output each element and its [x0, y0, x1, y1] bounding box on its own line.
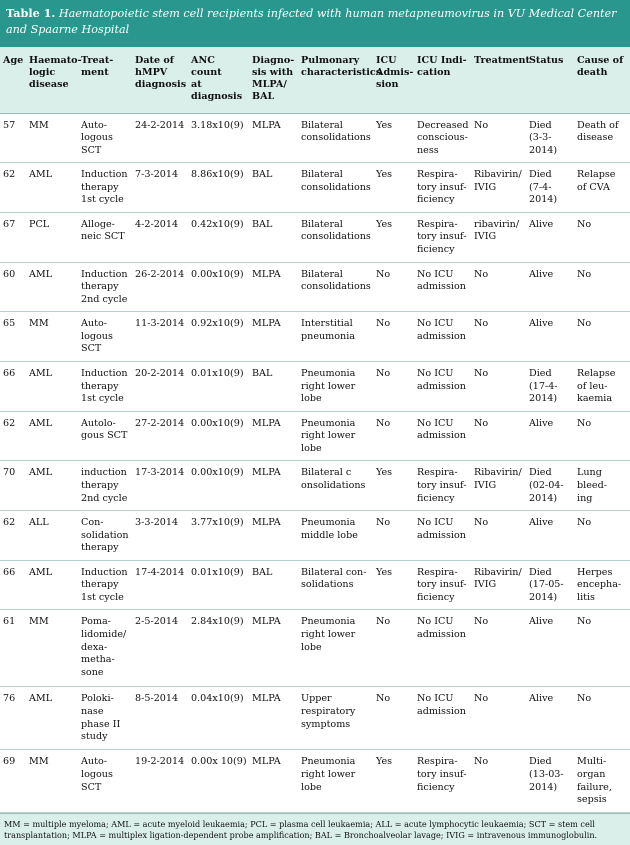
- cell-disease: AML: [26, 461, 78, 511]
- cell-age: 66: [0, 560, 26, 610]
- cell-therapy: No: [471, 750, 526, 813]
- cell-pulmonary: Bilateral consolidations: [298, 113, 373, 163]
- cell-anc: 0.00x10(9): [188, 411, 249, 461]
- cell-icu-indication: No ICU admission: [414, 361, 471, 411]
- cell-anc: 3.77x10(9): [188, 511, 249, 561]
- table-row: [0, 113, 630, 163]
- table-body: [0, 113, 630, 813]
- cell-date: 20-2-2014: [132, 361, 188, 411]
- cell-icu-indication: Decreased conscious- ness: [414, 113, 471, 163]
- cell-date: 24-2-2014: [132, 113, 188, 163]
- table-number: Table 1.: [6, 6, 56, 20]
- cell-pulmonary: Bilateral consolidations: [298, 163, 373, 213]
- cell-treatment: Auto- logous SCT: [78, 312, 132, 362]
- table-row: [0, 312, 630, 362]
- cell-status: Alive: [526, 212, 574, 262]
- cell-cause: No: [574, 262, 630, 312]
- cell-age: 60: [0, 262, 26, 312]
- header-cause: Cause of death: [574, 47, 630, 113]
- cell-anc: 0.01x10(9): [188, 361, 249, 411]
- cell-therapy: No: [471, 262, 526, 312]
- header-therapy: Treatment: [471, 47, 526, 113]
- cell-status: Died (17-05- 2014): [526, 560, 574, 610]
- cell-disease: AML: [26, 163, 78, 213]
- cell-treatment: Induction therapy 1st cycle: [78, 560, 132, 610]
- table-row: [0, 511, 630, 561]
- cell-icu-admission: No: [373, 511, 414, 561]
- cell-pulmonary: Pneumonia right lower lobe: [298, 610, 373, 687]
- cell-status: Alive: [526, 511, 574, 561]
- table-caption: [0, 0, 630, 47]
- cell-disease: PCL: [26, 212, 78, 262]
- cell-treatment: Alloge- neic SCT: [78, 212, 132, 262]
- cell-icu-admission: Yes: [373, 113, 414, 163]
- cell-disease: AML: [26, 560, 78, 610]
- cell-diagnosis: MLPA: [249, 750, 298, 813]
- cell-cause: No: [574, 312, 630, 362]
- cell-anc: 0.04x10(9): [188, 687, 249, 750]
- cell-diagnosis: MLPA: [249, 461, 298, 511]
- cell-date: 7-3-2014: [132, 163, 188, 213]
- cell-treatment: Auto- logous SCT: [78, 113, 132, 163]
- cell-cause: Herpes encepha- litis: [574, 560, 630, 610]
- cell-icu-admission: No: [373, 312, 414, 362]
- cell-icu-admission: No: [373, 687, 414, 750]
- cell-date: 19-2-2014: [132, 750, 188, 813]
- header-anc: ANC count at diagnosis: [188, 47, 249, 113]
- cell-pulmonary: Pneumonia right lower lobe: [298, 750, 373, 813]
- cell-icu-admission: Yes: [373, 461, 414, 511]
- cell-status: Alive: [526, 610, 574, 687]
- cell-diagnosis: MLPA: [249, 411, 298, 461]
- cell-pulmonary: Bilateral consolidations: [298, 262, 373, 312]
- cell-status: Alive: [526, 262, 574, 312]
- cell-anc: 0.92x10(9): [188, 312, 249, 362]
- cell-cause: Relapse of CVA: [574, 163, 630, 213]
- header-disease: Haemato- logic disease: [26, 47, 78, 113]
- cell-treatment: Induction therapy 2nd cycle: [78, 262, 132, 312]
- table-row: [0, 750, 630, 813]
- cell-disease: MM: [26, 610, 78, 687]
- cell-disease: AML: [26, 411, 78, 461]
- cell-pulmonary: Bilateral consolidations: [298, 212, 373, 262]
- cell-cause: Relapse of leu- kaemia: [574, 361, 630, 411]
- cell-cause: No: [574, 687, 630, 750]
- cell-disease: MM: [26, 312, 78, 362]
- cell-icu-indication: No ICU admission: [414, 610, 471, 687]
- cell-icu-indication: Respira- tory insuf- ficiency: [414, 163, 471, 213]
- cell-anc: 0.42x10(9): [188, 212, 249, 262]
- cell-diagnosis: MLPA: [249, 312, 298, 362]
- cell-icu-indication: Respira- tory insuf- ficiency: [414, 461, 471, 511]
- cell-icu-indication: No ICU admission: [414, 262, 471, 312]
- header-age: Age: [0, 47, 26, 113]
- cell-anc: 2.84x10(9): [188, 610, 249, 687]
- table-footnote: MM = multiple myeloma; AML = acute myeloid leukaemia; PCL = plasma cell leukaemia; ALL = acute lymphocytic leukaemia; SCT = stem cell transplantation; MLPA = multiplex ligation-dependent probe amplification; BAL = Bronchoalveolar lavage; IVIG = intravenous immunoglobulin.: [0, 813, 630, 845]
- table-row: [0, 560, 630, 610]
- cell-therapy: No: [471, 610, 526, 687]
- cell-diagnosis: MLPA: [249, 113, 298, 163]
- cell-therapy: No: [471, 687, 526, 750]
- cell-anc: 3.18x10(9): [188, 113, 249, 163]
- table-row: [0, 461, 630, 511]
- cell-diagnosis: MLPA: [249, 511, 298, 561]
- table-row: [0, 610, 630, 687]
- cell-diagnosis: BAL: [249, 560, 298, 610]
- cell-icu-indication: Respira- tory insuf- ficiency: [414, 750, 471, 813]
- cell-icu-admission: Yes: [373, 212, 414, 262]
- cell-disease: MM: [26, 113, 78, 163]
- cell-treatment: Induction therapy 1st cycle: [78, 163, 132, 213]
- cell-icu-admission: No: [373, 411, 414, 461]
- header-pulmonary: Pulmonary characteristics: [298, 47, 373, 113]
- cell-age: 65: [0, 312, 26, 362]
- cell-anc: 0.01x10(9): [188, 560, 249, 610]
- cell-date: 8-5-2014: [132, 687, 188, 750]
- cell-icu-indication: No ICU admission: [414, 687, 471, 750]
- cell-status: Died (13-03- 2014): [526, 750, 574, 813]
- header-icu-admission: ICU Admis- sion: [373, 47, 414, 113]
- cell-anc: 0.00x10(9): [188, 262, 249, 312]
- cell-treatment: Con- solidation therapy: [78, 511, 132, 561]
- cell-status: Died (17-4- 2014): [526, 361, 574, 411]
- cell-cause: Lung bleed- ing: [574, 461, 630, 511]
- cell-cause: Death of disease: [574, 113, 630, 163]
- cell-date: 2-5-2014: [132, 610, 188, 687]
- cell-disease: ALL: [26, 511, 78, 561]
- cell-date: 3-3-2014: [132, 511, 188, 561]
- cell-date: 17-4-2014: [132, 560, 188, 610]
- cell-pulmonary: Interstitial pneumonia: [298, 312, 373, 362]
- cell-age: 57: [0, 113, 26, 163]
- cell-treatment: Induction therapy 1st cycle: [78, 361, 132, 411]
- table-header-row: [0, 47, 630, 113]
- cell-status: Died (02-04- 2014): [526, 461, 574, 511]
- header-date: Date of hMPV diagnosis: [132, 47, 188, 113]
- header-status: Status: [526, 47, 574, 113]
- table-title: Haematopoietic stem cell recipients infected with human metapneumovirus in VU Medical Center and Spaarne Hospital: [6, 7, 617, 36]
- cell-therapy: Ribavirin/ IVIG: [471, 560, 526, 610]
- cell-age: 62: [0, 163, 26, 213]
- cell-therapy: No: [471, 113, 526, 163]
- table-row: [0, 163, 630, 213]
- cell-status: Alive: [526, 687, 574, 750]
- cell-date: 26-2-2014: [132, 262, 188, 312]
- patients-table: [0, 47, 630, 813]
- cell-icu-admission: Yes: [373, 163, 414, 213]
- cell-date: 4-2-2014: [132, 212, 188, 262]
- cell-pulmonary: Pneumonia right lower lobe: [298, 361, 373, 411]
- cell-disease: AML: [26, 262, 78, 312]
- cell-icu-indication: No ICU admission: [414, 511, 471, 561]
- table-row: [0, 361, 630, 411]
- cell-diagnosis: MLPA: [249, 262, 298, 312]
- cell-disease: MM: [26, 750, 78, 813]
- cell-status: Alive: [526, 312, 574, 362]
- cell-age: 62: [0, 411, 26, 461]
- cell-icu-admission: No: [373, 361, 414, 411]
- header-diagnosis: Diagno- sis with MLPA/ BAL: [249, 47, 298, 113]
- cell-status: Alive: [526, 411, 574, 461]
- cell-cause: Multi- organ failure, sepsis: [574, 750, 630, 813]
- cell-diagnosis: MLPA: [249, 687, 298, 750]
- cell-diagnosis: BAL: [249, 212, 298, 262]
- header-treatment: Treat- ment: [78, 47, 132, 113]
- cell-icu-indication: Respira- tory insuf- ficiency: [414, 560, 471, 610]
- cell-anc: 8.86x10(9): [188, 163, 249, 213]
- cell-treatment: Auto- logous SCT: [78, 750, 132, 813]
- cell-therapy: No: [471, 312, 526, 362]
- cell-date: 11-3-2014: [132, 312, 188, 362]
- cell-therapy: No: [471, 511, 526, 561]
- cell-status: Died (7-4- 2014): [526, 163, 574, 213]
- header-icu-indication: ICU Indi- cation: [414, 47, 471, 113]
- cell-anc: 0.00x10(9): [188, 461, 249, 511]
- cell-diagnosis: BAL: [249, 361, 298, 411]
- cell-diagnosis: BAL: [249, 163, 298, 213]
- cell-status: Died (3-3- 2014): [526, 113, 574, 163]
- cell-anc: 0.00x 10(9): [188, 750, 249, 813]
- cell-therapy: No: [471, 361, 526, 411]
- cell-icu-indication: No ICU admission: [414, 411, 471, 461]
- cell-pulmonary: Pneumonia middle lobe: [298, 511, 373, 561]
- cell-icu-admission: No: [373, 262, 414, 312]
- cell-age: 69: [0, 750, 26, 813]
- cell-icu-admission: Yes: [373, 750, 414, 813]
- cell-treatment: induction therapy 2nd cycle: [78, 461, 132, 511]
- cell-disease: AML: [26, 361, 78, 411]
- cell-age: 70: [0, 461, 26, 511]
- cell-treatment: Poloki- nase phase II study: [78, 687, 132, 750]
- table-row: [0, 212, 630, 262]
- cell-age: 61: [0, 610, 26, 687]
- cell-date: 27-2-2014: [132, 411, 188, 461]
- cell-icu-indication: No ICU admission: [414, 312, 471, 362]
- table-row: [0, 411, 630, 461]
- cell-pulmonary: Pneumonia right lower lobe: [298, 411, 373, 461]
- cell-pulmonary: Upper respiratory symptoms: [298, 687, 373, 750]
- cell-age: 67: [0, 212, 26, 262]
- cell-pulmonary: Bilateral c onsolidations: [298, 461, 373, 511]
- table-row: [0, 687, 630, 750]
- cell-diagnosis: MLPA: [249, 610, 298, 687]
- cell-icu-admission: No: [373, 610, 414, 687]
- cell-treatment: Autolo- gous SCT: [78, 411, 132, 461]
- cell-age: 66: [0, 361, 26, 411]
- cell-therapy: Ribavirin/ IVIG: [471, 461, 526, 511]
- cell-date: 17-3-2014: [132, 461, 188, 511]
- cell-icu-indication: Respira- tory insuf- ficiency: [414, 212, 471, 262]
- cell-age: 62: [0, 511, 26, 561]
- table-row: [0, 262, 630, 312]
- cell-cause: No: [574, 610, 630, 687]
- cell-cause: No: [574, 511, 630, 561]
- cell-icu-admission: Yes: [373, 560, 414, 610]
- cell-therapy: ribavirin/ IVIG: [471, 212, 526, 262]
- cell-pulmonary: Bilateral con- solidations: [298, 560, 373, 610]
- cell-age: 76: [0, 687, 26, 750]
- cell-cause: No: [574, 411, 630, 461]
- cell-disease: AML: [26, 687, 78, 750]
- cell-therapy: No: [471, 411, 526, 461]
- cell-cause: No: [574, 212, 630, 262]
- cell-therapy: Ribavirin/ IVIG: [471, 163, 526, 213]
- cell-treatment: Poma- lidomide/ dexa- metha- sone: [78, 610, 132, 687]
